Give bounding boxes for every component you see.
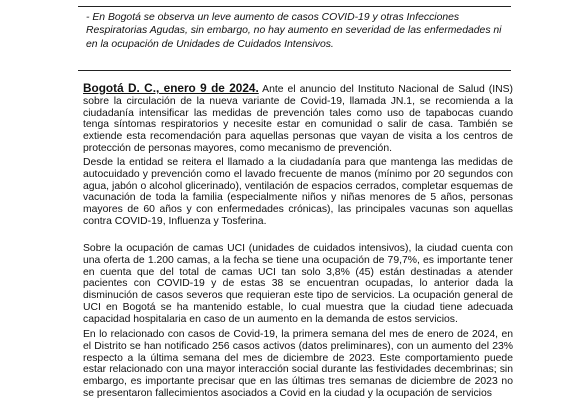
dateline: Bogotá D. C., enero 9 de 2024. <box>83 81 259 95</box>
summary-text: - En Bogotá se observa un leve aumento de casos COVID-19 y otras Infecciones Respiratorias Agudas, sin embargo, no hay aumento en severidad de las enfermedades ni en la ocupación de Unidades de Cuidados Intensivos. <box>86 12 502 50</box>
paragraph-1-text: Ante el anuncio del Instituto Nacional de Salud (INS) sobre la circulación de la nueva variante de Covid-19, llamada JN.1, se recomienda a la ciudadanía intensificar las medidas de prevención tales como uso de tapabocas cuando tenga síntomas respiratorios y necesite estar en comunidad o salir de casa. También se extiende esta recomendación para aquellas personas que vayan de visita a los centros de protección de personas mayores, como mecanismo de prevención. <box>83 84 513 154</box>
paragraph-1 <box>83 83 513 155</box>
paragraph-3: Sobre la ocupación de camas UCI (unidades de cuidados intensivos), la ciudad cuenta con una oferta de 1.200 camas, a la fecha se tiene una ocupación de 79,7%, es importante tener en cuenta que del total de camas UCI tan solo 3,8% (45) están destinadas a atender pacientes con COVID-19 y de estas 38 se encuentran ocupadas, lo anterior dada la disminución de casos severos que requieran este tipo de servicios. La ocupación general de UCI en Bogotá se ha mantenido estable, lo cual muestra que la ciudad tiene adecuada capacidad hospitalaria en caso de un aumento en la demanda de estos servicios. <box>83 243 513 325</box>
paragraph-2: Desde la entidad se reitera el llamado a la ciudadanía para que mantenga las medidas de autocuidado y prevención como el lavado frecuente de manos (mínimo por 20 segundos con agua, jabón o alcohol glicerinado), ventilación de espacios cerrados, completar esquemas de vacunación de toda la familia (especialmente niños y niñas menores de 5 años, personas mayores de 60 años y con enfermedades crónicas), las principales vacunas son aquellas contra COVID-19, Influenza y Tosferina. <box>83 157 513 227</box>
paragraph-4: En lo relacionado con casos de Covid-19, la primera semana del mes de enero de 2024, en el Distrito se han notificado 256 casos activos (datos preliminares), con un aumento del 23% respecto a la última semana del mes de diciembre de 2023. Este comportamiento puede estar relacionado con una mayor interacción social durante las festividades decembrinas; sin embargo, es importante precisar que en las últimas tres semanas de diciembre de 2023 no se presentaron fallecimientos asociados a Covid en la ciudad y la ocupación de servicios <box>83 329 513 399</box>
summary-top-rule <box>78 6 511 7</box>
summary-bottom-rule <box>78 70 511 71</box>
